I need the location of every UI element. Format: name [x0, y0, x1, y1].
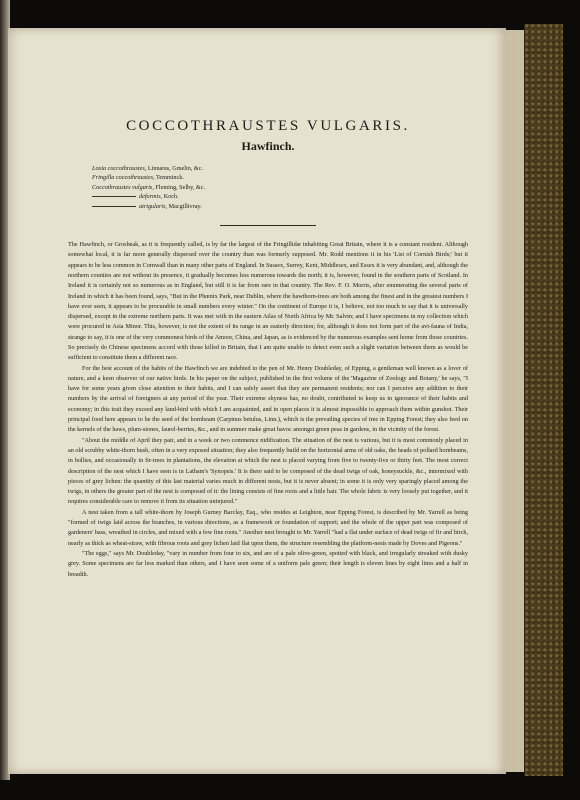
- synonym-item: [92, 183, 468, 192]
- synonym-name: Fringilla coccothraustes,: [92, 174, 155, 182]
- paragraph: "The eggs," says Mr. Doubleday, "vary in number from four to six, and are of a pale olive-green, spotted with black, and irregularly streaked with dusky grey. Some specimens are far less marked than others, and I have seen some of a uniform pale green; their length is eleven lines by eight lines and a half in breadth.: [68, 549, 468, 578]
- synonym-authority: Macgillivray.: [167, 202, 202, 210]
- synonym-name: Loxia coccothraustes,: [92, 165, 147, 172]
- synonym-authority: Linnæus, Gmelin, &c.: [146, 165, 204, 172]
- synonym-authority: Fleming, Selby, &c.: [153, 183, 206, 191]
- body-text: [68, 240, 468, 580]
- paragraph: The Hawfinch, or Grosbeak, as it is frequently called, is by far the largest of the Fringillidæ inhabiting Great Britain, where it is a constant resident. Although somewhat local, it is far more generally dispersed over the country than was formerly supposed. Mr. Rodd mentions it in his 'List of Cornish Birds;' but it appears to be less common in Cornwall than in many other parts of England. In Sussex, Surrey, Kent, Middlesex, and Essex it is very abundant, and, although the northern counties are not without its presence, it gradually becomes less numerous towards the north; it is, however, found in the southern parts of Scotland. In Ireland it is certainly not so numerous as in England, but still it is far from rare in that country. The Rev. F. O. Morris, after enumerating the several parts of Ireland in which it has been found, says, "But in the Phœnix Park, near Dublin, where the hawthorn-trees are both among the finest and in the greatest numbers I have ever seen, it appears to be procurable in small numbers every winter." On the continent of Europe it is, I believe, not too much to say that it is universally dispersed, except in the extreme northern parts. It was met with in the eastern Atlas of North Africa by Mr. Salvin; and I have specimens in my collection which were procured in Asia Minor. This, however, is not the extent of its range in an easterly direction; for, although it does not form part of the avi-fauna of India, strange to say, it is one of the very commonest birds of the Amoor, China, and Japan, as is evidenced by the numerous examples sent home from those countries. So precisely do Chinese specimens accord with those killed in Britain, that I am quite unable to detect even such a slight variation between them as would be sufficient to constitute them a different race.: [68, 241, 468, 362]
- page-content: [68, 118, 468, 580]
- ditto-dash: [92, 206, 136, 207]
- synonym-list: [92, 164, 468, 211]
- section-divider: [220, 225, 316, 226]
- synonym-authority: Temminck.: [154, 174, 184, 182]
- common-name: Hawfinch.: [241, 139, 295, 153]
- synonym-item: [92, 164, 468, 173]
- paragraph: A nest taken from a tall white-thorn by Joseph Gurney Barclay, Esq., who resides at Leighton, near Epping Forest, is described by Mr. Yarrell as being "formed of twigs laid across the branches, in various directions, as a framework or foundation of support; and the whole of the upper part was composed of gardeners' bass, wreathed in circles, and mixed with a few fine roots." Another nest brought to Mr. Yarrell "had a flat under surface of dead twigs of fir and birch, nearly as thick as wheat-straw, with fibrous roots and grey lichen laid flat upon them, the structure resembling the platform-nests made by Doves and Pigeons.": [68, 508, 468, 547]
- synonym-name: deformis,: [139, 193, 163, 201]
- synonym-item: [92, 202, 468, 211]
- book-cover-edge: [524, 24, 563, 776]
- ditto-dash: [92, 196, 136, 197]
- synonym-name: Coccothraustes vulgaris,: [92, 183, 154, 191]
- paragraph: "About the middle of April they pair, and in a week or two commence nidification. The situation of the nest is various, but it is most commonly placed in an old scrubby white-thorn bush, often in a very exposed situation; they also frequently build on the horizontal arms of old oaks, the heads of pollard hornbeams, in hollies, and occasionally in fir-trees in plantations, the elevation at which the nest is placed varying from five to twenty-five or thirty feet. The most correct description of the nest which I have seen is in Latham's 'Synopsis.' It is there said to be composed of the dead twigs of oak, honeysuckle, &c., intermixed with pieces of grey lichen: the quantity of this last material varies much in different nests, but it is never absent; in some it is only very sparingly placed among the twigs, in others the greater part of the nest is composed of it: the lining consists of fine roots and a little hair. The whole fabric is very loosely put together, and it requires considerable care to remove it from its situation uninjured.": [68, 436, 468, 506]
- synonym-authority: Koch.: [162, 193, 179, 201]
- species-title: COCCOTHRAUSTES VULGARIS.: [126, 118, 410, 134]
- synonym-name: atrigularis,: [139, 202, 168, 210]
- synonym-item: [92, 192, 468, 201]
- page-fore-edge: [506, 30, 526, 772]
- synonym-item: [92, 173, 468, 182]
- paragraph: For the best account of the habits of the Hawfinch we are indebted to the pen of Mr. Henry Doubleday, of Epping, a gentleman well known as a lover of nature, and a keen observer of our native birds. In his paper on the subject, published in the first volume of the 'Magazine of Zoology and Botany,' he says, "I have for some years given close attention to their habits, and I can safely assert that they are permanent residents; nor can I perceive any addition to their numbers by the arrival of foreigners at any period of the year. Their extreme shyness has, no doubt, contributed to keep us in ignorance of their habits and economy; in this trait they exceed any land-bird with which I am acquainted, and in open places it is almost impossible to approach them within gunshot. Their principal food here appears to be the seed of the hornbeam (Carpinus betulus, Linn.), which is the prevailing species of tree in Epping Forest; they also feed on the kernels of the haws, plum-stones, laurel-berries, &c., and in summer make great havoc amongst green peas in gardens, in the vicinity of the forest.: [68, 364, 468, 434]
